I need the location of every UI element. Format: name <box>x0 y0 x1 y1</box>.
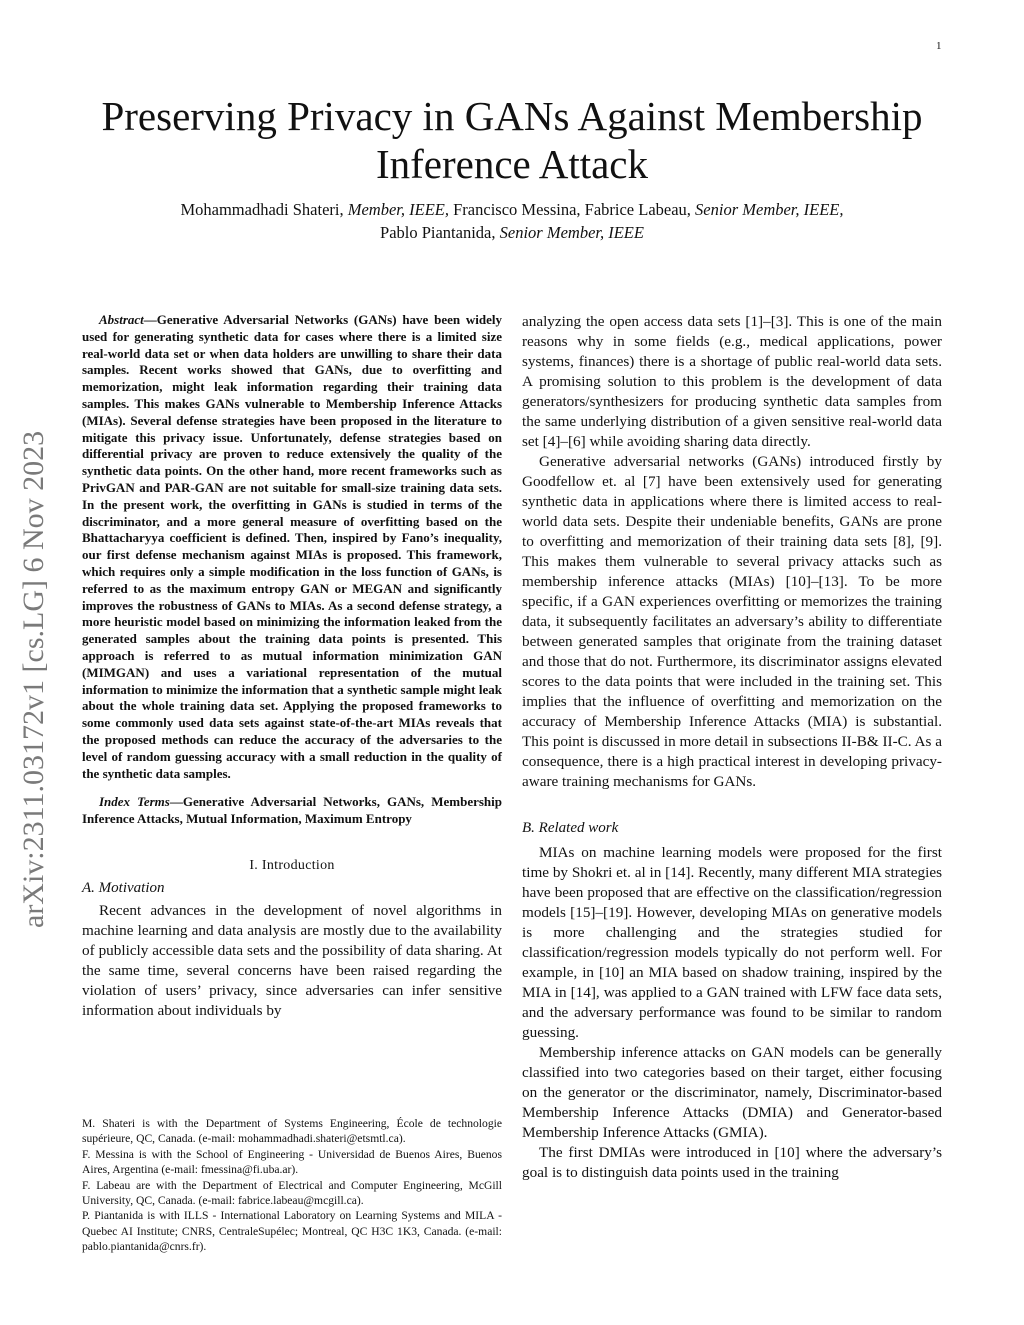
arxiv-stamp-text: arXiv:2311.03172v1 [cs.LG] 6 Nov 2023 <box>17 430 50 928</box>
section-heading: I. Introduction <box>249 857 335 873</box>
body-paragraph: MIAs on machine learning models were proposed for the first time by Shokri et. al in [14]. Recently, many different MIA strategies have been proposed that are effective on the classification/regression models [15]–[19]. However, developing MIAs on generative models is more challenging and the strategies studied for classification/regression models typically do not perform well. For example, in [10] an MIA based on shadow training, inspired by the MIA in [14], was applied to a GAN trained with LFW face data sets, and the adversary performance was found to be similar to random guessing. <box>522 844 942 1041</box>
body-paragraph: The first DMIAs were introduced in [10] where the adversary’s goal is to distinguish data points used in the training <box>522 1144 942 1181</box>
index-terms-label: Index Terms <box>99 794 170 810</box>
body-paragraph: Recent advances in the development of novel algorithms in machine learning and data analysis are mostly due to the availability of publicly accessible data sets and the possibility of data sharing. At the same time, several concerns have been raised regarding the violation of users’ privacy, since adversaries can infer sensitive information about individuals by <box>82 901 502 1019</box>
author-line <box>60 198 964 221</box>
abstract-label: Abstract <box>99 312 144 327</box>
footnotes <box>82 1116 502 1255</box>
footnote: M. Shateri is with the Department of Systems Engineering, École de technologie supérieure, QC, Canada. (e-mail: mohammadhadi.shateri@etsmtl.ca). <box>82 1117 502 1146</box>
index-terms-text: —Generative Adversarial Networks, GANs, Membership Inference Attacks, Mutual Information, Maximum Entropy <box>82 794 502 827</box>
body-paragraph: analyzing the open access data sets [1]–[3]. This is one of the main reasons why in some fields (e.g., medical applications, power systems, finances) there is a shortage of public real-world data sets. A promising solution to this problem is the development of data generators/synthesizers for producing synthetic data samples from the same underlying distribution of a given sensitive real-world data set [4]–[6] while avoiding sharing data directly. <box>522 313 942 450</box>
paper-title <box>60 92 964 188</box>
footnote: F. Messina is with the School of Engineering - Universidad de Buenos Aires, Buenos Aires, Argentina (e-mail: fmessina@fi.uba.ar). <box>82 1147 502 1177</box>
subsection-heading: A. Motivation <box>82 879 165 896</box>
page-number: 1 <box>936 40 942 52</box>
footnote: P. Piantanida is with ILLS - International Laboratory on Learning Systems and MILA - Quebec AI Institute; CNRS, CentraleSupélec; Montreal, QC H3C 1K3, Canada. (e-mail: pablo.piantanida@cnrs.fr). <box>82 1209 502 1254</box>
body-paragraph: Generative adversarial networks (GANs) introduced firstly by Goodfellow et. al [7] have been extensively used for generating synthetic data in applications where there is limited access to real-world data sets. Despite their undeniable benefits, GANs are prone to overfitting and memorization of their training data sets [8], [9]. This makes them vulnerable to several privacy attacks such as membership inference attacks (MIAs) [10]–[13]. To be more specific, if a GAN experiences overfitting or memorizes the training data, it subsequently facilitates an adversary’s ability to differentiate between generated samples that originate from the training dataset and those that do not. Furthermore, its discriminator assigns elevated scores to the data points that were included in the training set. This implies that the influence of overfitting and memorization on the accuracy of Membership Inference Attacks (MIA) is substantial. This point is discussed in more detail in subsections II-B& II-C. As a consequence, there is a high practical interest in developing privacy-aware training mechanisms for GANs. <box>522 453 942 790</box>
abstract <box>82 312 502 782</box>
author-name: Mohammadhadi Shateri, <box>180 200 348 219</box>
index-terms <box>82 794 502 828</box>
author-name: Pablo Piantanida, <box>380 223 500 242</box>
arxiv-stamp <box>10 350 54 930</box>
title-line: Preserving Privacy in GANs Against Membership <box>101 93 923 139</box>
footnote: F. Labeau are with the Department of Electrical and Computer Engineering, McGill University, QC, Canada. (e-mail: fabrice.labeau@mcgill.ca). <box>82 1178 502 1208</box>
author-role: Senior Member, IEEE, <box>695 200 844 219</box>
author-list <box>60 198 964 244</box>
body-paragraph: Membership inference attacks on GAN models can be generally classified into two categories based on their target, either focusing on the generator or the discriminator, namely, Discriminator-based Membership Inference Attacks (DMIA) and Generator-based Membership Inference Attacks (GMIA). <box>522 1044 942 1141</box>
author-role: Member, IEEE, <box>347 200 449 219</box>
left-column <box>82 312 502 1021</box>
title-line: Inference Attack <box>375 141 649 187</box>
author-role: Senior Member, IEEE <box>499 223 644 242</box>
subsection-heading: B. Related work <box>522 820 619 836</box>
author-line <box>60 221 964 244</box>
author-name: Francisco Messina, Fabrice Labeau, <box>449 200 696 219</box>
abstract-text: —Generative Adversarial Networks (GANs) have been widely used for generating synthetic data for cases where there is a limited size real-world data set or when data holders are unwilling to share their data samples. Recent works showed that GANs, due to overfitting and memorization, might leak information regarding their training data samples. This makes GANs vulnerable to Membership Inference Attacks (MIAs). Several defense strategies have been proposed in the literature to mitigate this privacy issue. Unfortunately, defense strategies based on differential privacy are proven to reduce extensively the quality of the synthetic data points. On the other hand, more recent frameworks such as PrivGAN and PAR-GAN are not suitable for small-size training data sets. In the present work, the overfitting in GANs is studied in terms of the discriminator, and a more general measure of overfitting based on the Bhattacharyya coefficient is defined. Then, inspired by Fano’s inequality, our first defense mechanism against MIAs is proposed. This framework, which requires only a simple modification in the loss function of GANs, is referred to as the maximum entropy GAN or MEGAN and significantly improves the robustness of GANs to MIAs. As a second defense strategy, a more heuristic model based on minimizing the information leaked from the generated samples about the training data points is presented. This approach is referred to as mutual information minimization GAN (MIMGAN) and uses a variational representation of the mutual information to minimize the information that a synthetic sample might leak about the whole training data set. Applying the proposed frameworks to some commonly used data sets against state-of-the-art MIAs reveals that the proposed methods can reduce the accuracy of the adversaries to the level of random guessing accuracy with a small reduction in the quality of the synthetic data samples. <box>82 312 502 781</box>
right-column <box>522 312 942 1183</box>
